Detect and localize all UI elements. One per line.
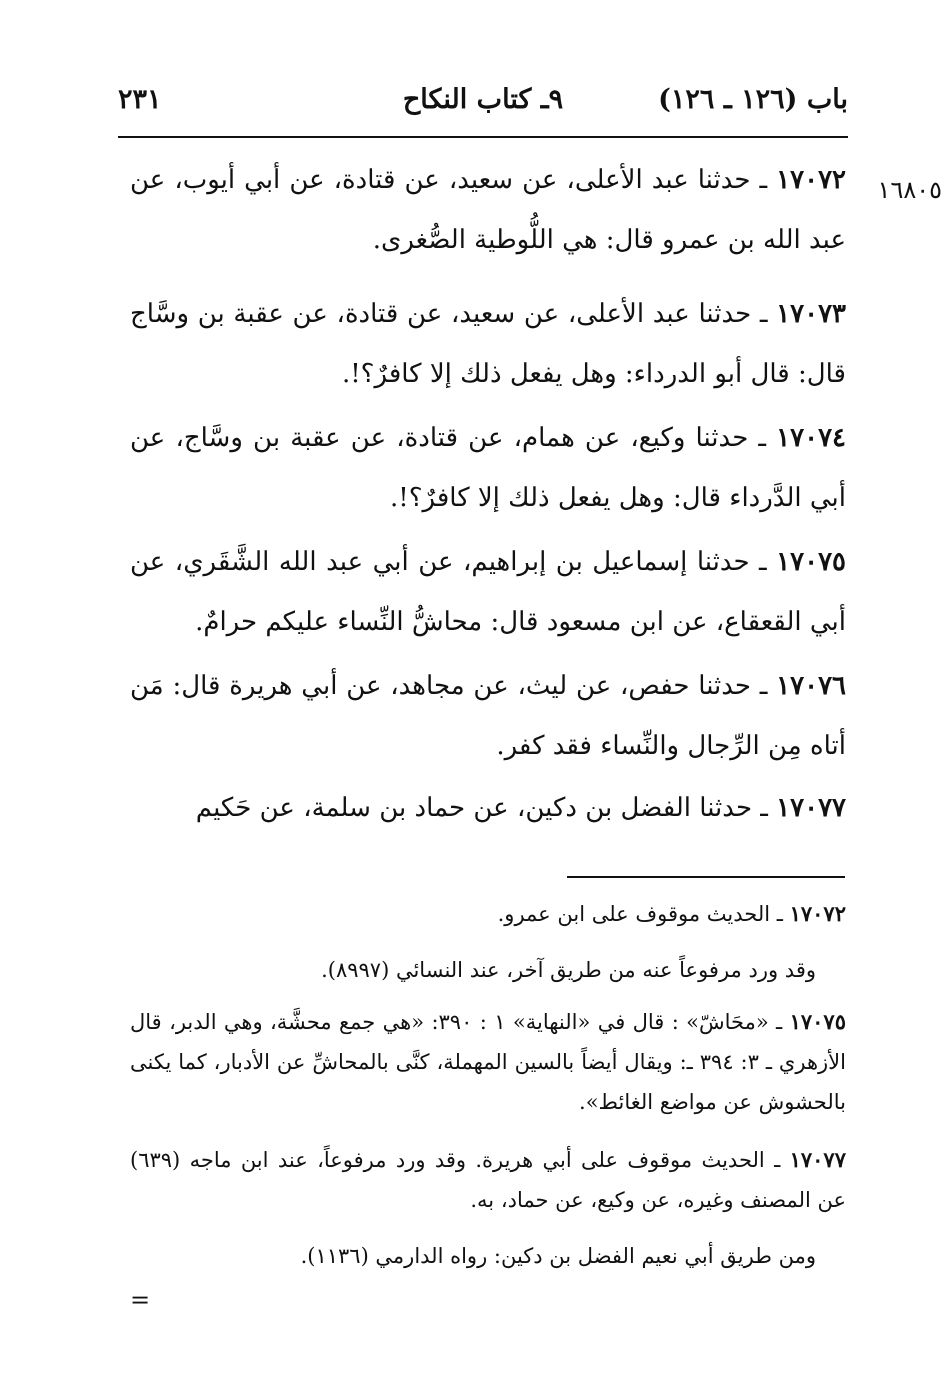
hadith-number: ١٧٠٧٣: [776, 299, 846, 329]
margin-reference-number: ١٦٨٠٥: [877, 176, 942, 204]
hadith-text: ـ حدثنا الفضل بن دكين، عن حماد بن سلمة، عن حَكيم: [195, 793, 777, 823]
footnote: [130, 1140, 846, 1220]
hadith-text: ـ حدثنا حفص، عن ليث، عن مجاهد، عن أبي هريرة قال: مَن أتاه مِن الرِّجال والنِّساء فقد كفر.: [130, 671, 846, 761]
hadith-paragraph: [130, 284, 846, 404]
book-title: ٩ـ كتاب النكاح: [402, 84, 564, 115]
footnote: [130, 1002, 846, 1122]
page-number: ٢٣١: [118, 84, 162, 115]
footnote-number: ١٧٠٧٥: [789, 1009, 846, 1034]
footnote-text: ـ «محَاشّ» : قال في «النهاية» ١ : ٣٩٠: «هي جمع محشَّة، وهي الدبر، قال الأزهري ـ ٣: ٣٩٤ ـ: ويقال أيضاً بالسين المهملة، كنَّى بالمحاشِّ عن الأدبار، كما يكنى بالحشوش عن مواضع الغائط».: [130, 1010, 846, 1114]
hadith-number: ١٧٠٧٢: [776, 165, 846, 195]
hadith-number: ١٧٠٧٧: [776, 793, 846, 823]
chapter-range: باب (١٢٦ ـ ١٢٦): [658, 84, 848, 115]
footnote-text: ـ الحديث موقوف على أبي هريرة. وقد ورد مرفوعاً، عند ابن ماجه (٦٣٩) عن المصنف وغيره، عن وكيع، عن حماد، به.: [130, 1148, 846, 1212]
hadith-paragraph: [130, 408, 846, 528]
continuation-mark: =: [130, 1286, 151, 1314]
footnote-number: ١٧٠٧٧: [789, 1147, 846, 1172]
hadith-text: ـ حدثنا إسماعيل بن إبراهيم، عن أبي عبد الله الشَّقَري، عن أبي القعقاع، عن ابن مسعود قال: محاشُّ النِّساء عليكم حرامٌ.: [130, 547, 846, 637]
hadith-number: ١٧٠٧٦: [776, 671, 846, 701]
hadith-text: ـ حدثنا عبد الأعلى، عن سعيد، عن قتادة، عن عقبة بن وسَّاج قال: قال أبو الدرداء: وهل يفعل ذلك إلا كافرٌ؟!.: [130, 299, 846, 389]
page-header: [118, 84, 848, 134]
hadith-text: ـ حدثنا وكيع، عن همام، عن قتادة، عن عقبة بن وسَّاج، عن أبي الدَّرداء قال: وهل يفعل ذلك إلا كافرٌ؟!.: [130, 423, 846, 513]
footnote-continuation: وقد ورد مرفوعاً عنه من طريق آخر، عند النسائي (٨٩٩٧).: [321, 958, 816, 982]
header-rule: [118, 136, 848, 138]
hadith-paragraph: [130, 656, 846, 776]
footnote-continuation: ومن طريق أبي نعيم الفضل بن دكين: رواه الدارمي (١١٣٦).: [300, 1244, 816, 1268]
hadith-number: ١٧٠٧٤: [776, 423, 846, 453]
footnote-separator: [567, 876, 845, 878]
hadith-paragraph: [130, 778, 846, 838]
footnote: [130, 894, 846, 934]
hadith-paragraph: [130, 150, 846, 270]
hadith-paragraph: [130, 532, 846, 652]
hadith-number: ١٧٠٧٥: [776, 547, 846, 577]
footnote-text: ـ الحديث موقوف على ابن عمرو.: [497, 902, 790, 926]
footnote-number: ١٧٠٧٢: [789, 901, 846, 926]
hadith-text: ـ حدثنا عبد الأعلى، عن سعيد، عن قتادة، عن أبي أيوب، عن عبد الله بن عمرو قال: هي اللُّوطية الصُّغرى.: [130, 165, 846, 255]
